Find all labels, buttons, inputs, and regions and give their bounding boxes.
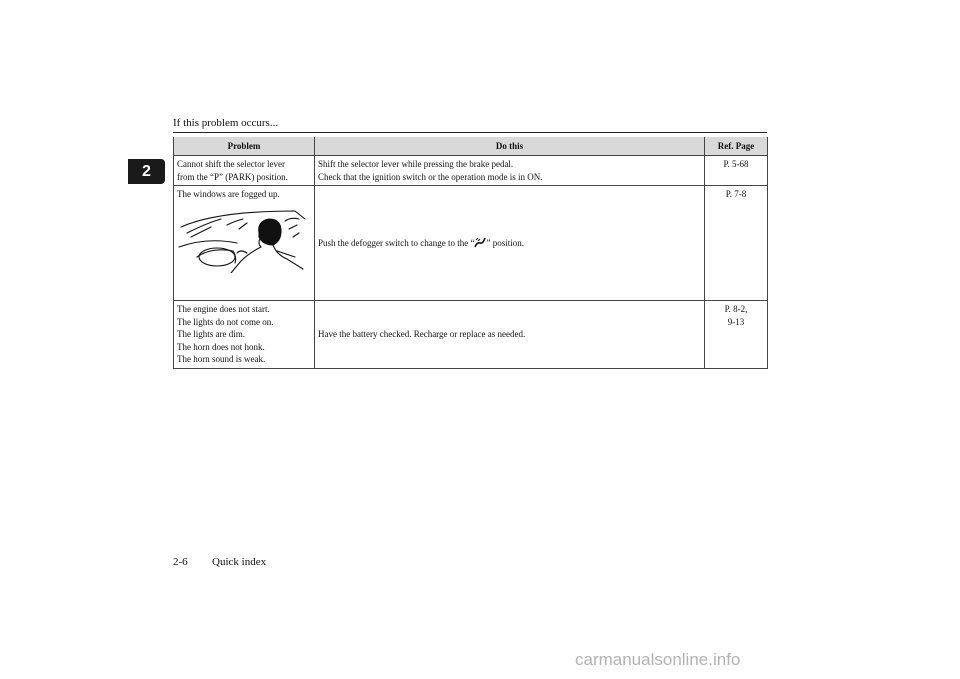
ref-page-link[interactable]: 9-13 (727, 316, 745, 327)
column-header-do-this: Do this (315, 137, 705, 156)
problem-line: The lights do not come on. (177, 316, 274, 327)
problem-line: The horn does not honk. (177, 341, 265, 352)
problem-line: Cannot shift the selector lever (177, 159, 285, 169)
table-row (174, 186, 768, 301)
chapter-tab: 2 (128, 159, 165, 184)
section-name: Quick index (212, 556, 267, 568)
section-title: If this problem occurs... (173, 117, 279, 129)
ref-page-cell (705, 156, 768, 186)
column-header-ref-page: Ref. Page (705, 137, 768, 156)
ref-page-link[interactable]: P. 7-8 (725, 189, 747, 199)
fogged-windshield-illustration (177, 207, 309, 273)
do-this-cell (315, 301, 705, 369)
defogger-icon (474, 237, 486, 248)
ref-page-link[interactable]: P. 5-68 (723, 159, 749, 169)
page-number: 2-6 (173, 556, 188, 568)
problem-line: The horn sound is weak. (177, 354, 266, 364)
watermark: carmanualsonline.info (575, 650, 741, 669)
ref-page-link[interactable]: P. 8-2, (724, 304, 748, 314)
problem-cell (174, 186, 315, 301)
title-divider (173, 132, 767, 133)
problem-line: from the “P” (PARK) position. (177, 171, 288, 182)
do-this-line: Check that the ignition switch or the operation mode is in ON. (318, 171, 543, 182)
do-this-text: ” position. (486, 237, 524, 248)
do-this-text: Push the defogger switch to change to the “ (318, 237, 475, 248)
problem-cell (174, 156, 315, 186)
table-header-row (174, 137, 768, 156)
ref-page-cell (705, 301, 768, 369)
do-this-line: Shift the selector lever while pressing the brake pedal. (318, 159, 514, 169)
problem-line: The engine does not start. (177, 304, 270, 314)
problem-line: The lights are dim. (177, 329, 245, 339)
quick-index-table (173, 137, 768, 369)
problem-cell (174, 301, 315, 369)
do-this-line: Have the battery checked. Recharge or replace as needed. (318, 329, 526, 340)
table-row (174, 301, 768, 369)
table-row (174, 156, 768, 186)
ref-page-cell (705, 186, 768, 301)
do-this-cell (315, 156, 705, 186)
problem-line: The windows are fogged up. (177, 189, 280, 199)
column-header-problem: Problem (174, 137, 315, 156)
do-this-cell (315, 186, 705, 301)
